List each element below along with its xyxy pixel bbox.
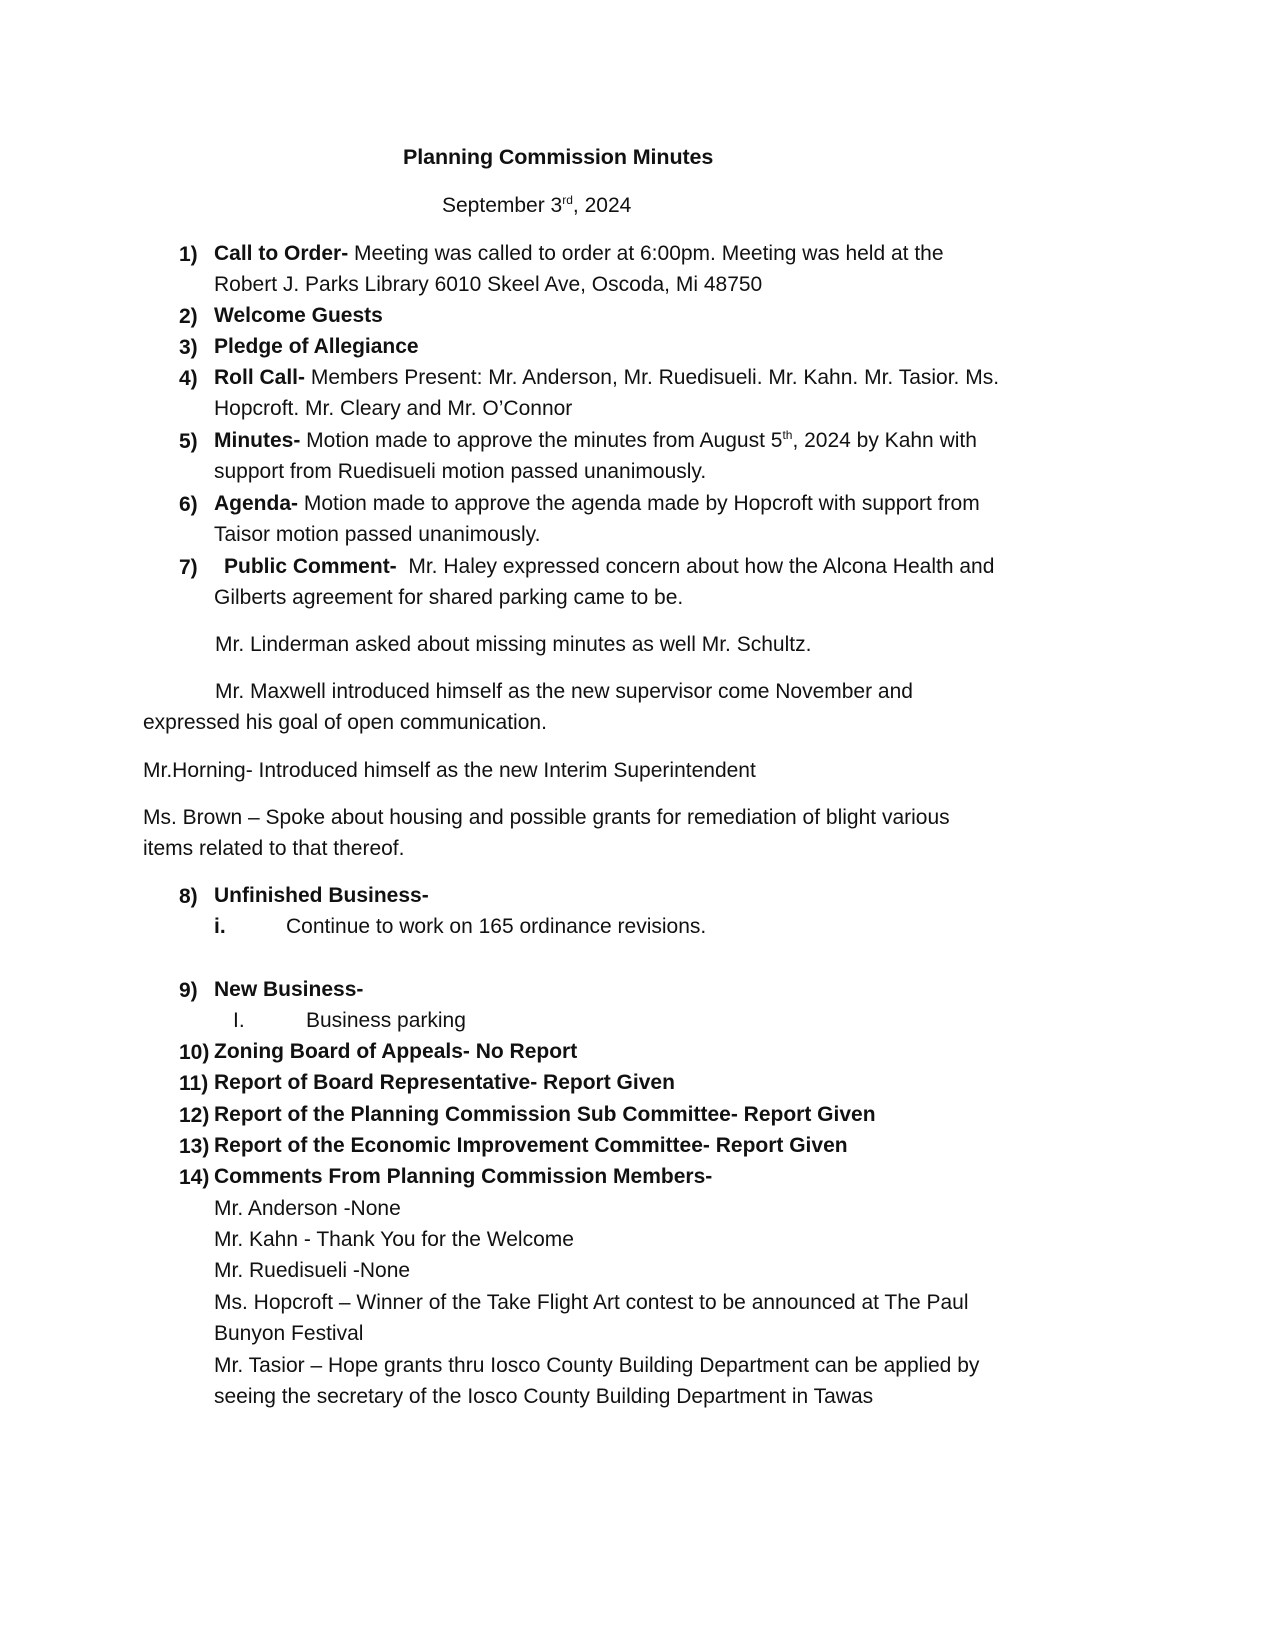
item-number: 9) [179, 979, 198, 1002]
date-prefix: September 3 [442, 194, 563, 217]
item-number: 11) [179, 1072, 209, 1095]
item-line: Gilberts agreement for shared parking came to be. [214, 586, 684, 609]
item-line [214, 493, 980, 514]
sub-item-number: I. [233, 1009, 245, 1032]
member-comment-tasior-line2: seeing the secretary of the Iosco County Building Department in Tawas [214, 1385, 874, 1408]
item-text: Meeting was called to order at 6:00pm. Meeting was held at the [348, 242, 944, 265]
item-number: 12) [179, 1104, 210, 1127]
sub-item-text: Continue to work on 165 ordinance revisions. [286, 915, 707, 938]
item-number: 5) [179, 430, 198, 453]
item-label: New Business- [214, 978, 364, 1001]
item-line: Hopcroft. Mr. Cleary and Mr. O’Connor [214, 397, 573, 420]
item-label: Report of Board Representative- Report Given [214, 1071, 675, 1094]
date-ordinal: rd [562, 193, 573, 207]
item-label: Minutes- [214, 429, 301, 452]
ordinal: th [782, 428, 793, 442]
item-line: support from Ruedisueli motion passed unanimously. [214, 460, 707, 483]
item-text: Mr. Haley expressed concern about how the Alcona Health and [396, 555, 995, 578]
item-number: 14) [179, 1166, 210, 1189]
item-label: Report of the Economic Improvement Committee- Report Given [214, 1134, 848, 1157]
item-line [214, 430, 977, 451]
item-number: 13) [179, 1135, 210, 1158]
item-number: 2) [179, 305, 198, 328]
item-text: , 2024 by Kahn with [792, 429, 977, 452]
member-comment-kahn: Mr. Kahn - Thank You for the Welcome [214, 1228, 574, 1251]
item-label: Comments From Planning Commission Members- [214, 1165, 713, 1188]
comment-horning: Mr.Horning- Introduced himself as the new Interim Superintendent [143, 759, 756, 782]
comment-maxwell-line1: Mr. Maxwell introduced himself as the new supervisor come November and [215, 680, 913, 703]
item-label: Welcome Guests [214, 304, 383, 327]
meeting-date [442, 195, 631, 216]
item-line: Taisor motion passed unanimously. [214, 523, 541, 546]
sub-item-text: Business parking [306, 1009, 466, 1032]
item-number: 7) [179, 556, 198, 579]
item-number: 3) [179, 336, 198, 359]
item-label: Public Comment- [224, 555, 397, 578]
item-number: 10) [179, 1041, 210, 1064]
item-line [224, 556, 994, 577]
comment-linderman: Mr. Linderman asked about missing minutes as well Mr. Schultz. [215, 633, 812, 656]
comment-brown-line1: Ms. Brown – Spoke about housing and possible grants for remediation of blight various [143, 806, 950, 829]
item-number: 6) [179, 493, 198, 516]
sub-item-number: i. [214, 915, 226, 938]
item-line: Robert J. Parks Library 6010 Skeel Ave, Oscoda, Mi 48750 [214, 273, 763, 296]
member-comment-hopcroft-line1: Ms. Hopcroft – Winner of the Take Flight Art contest to be announced at The Paul [214, 1291, 969, 1314]
item-line [214, 367, 999, 388]
page-title: Planning Commission Minutes [403, 145, 714, 169]
member-comment-tasior-line1: Mr. Tasior – Hope grants thru Iosco County Building Department can be applied by [214, 1354, 980, 1377]
item-number: 1) [179, 243, 198, 266]
item-label: Pledge of Allegiance [214, 335, 419, 358]
item-number: 8) [179, 885, 198, 908]
item-line [214, 243, 944, 264]
item-text: Motion made to approve the agenda made by Hopcroft with support from [298, 492, 980, 515]
member-comment-anderson: Mr. Anderson -None [214, 1197, 401, 1220]
item-text: Motion made to approve the minutes from August 5 [300, 429, 783, 452]
item-number: 4) [179, 367, 198, 390]
date-suffix: , 2024 [572, 194, 632, 217]
item-text: Members Present: Mr. Anderson, Mr. Ruedisueli. Mr. Kahn. Mr. Tasior. Ms. [305, 366, 1000, 389]
item-label: Agenda- [214, 492, 298, 515]
item-label: Report of the Planning Commission Sub Committee- Report Given [214, 1103, 876, 1126]
item-label: Zoning Board of Appeals- No Report [214, 1040, 578, 1063]
item-label: Unfinished Business- [214, 884, 429, 907]
item-label: Call to Order- [214, 242, 349, 265]
item-label: Roll Call- [214, 366, 306, 389]
member-comment-hopcroft-line2: Bunyon Festival [214, 1322, 364, 1345]
member-comment-ruedisueli: Mr. Ruedisueli -None [214, 1259, 411, 1282]
comment-brown-line2: items related to that thereof. [143, 837, 405, 860]
comment-maxwell-line2: expressed his goal of open communication. [143, 711, 547, 734]
